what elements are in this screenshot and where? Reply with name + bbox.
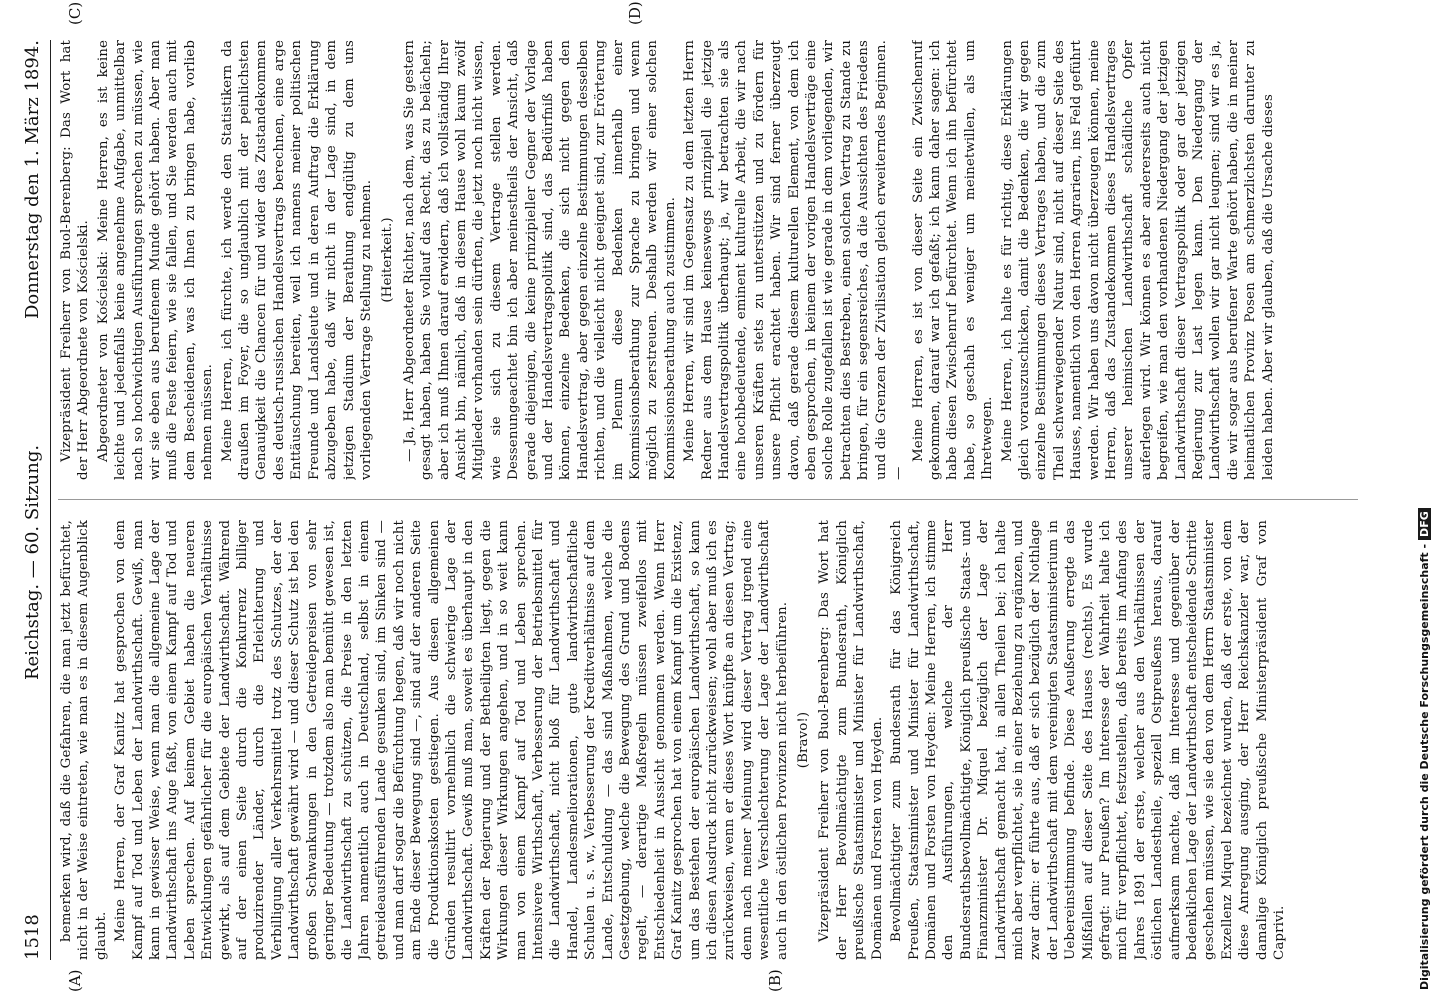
margin-marker-d: (D) <box>626 1 644 25</box>
credit-text: Digitalisierung gefördert durch die Deutsche Forschungsgemeinschaft - <box>1418 543 1431 990</box>
session-date: Donnerstag den 1. März 1894. <box>22 40 43 320</box>
paragraph: Meine Herren, es ist von dieser Seite ein Zwischenruf gekommen, darauf war ich gefaßt; ich kann daher sagen: ich habe diesen Zwischenruf befürchtet. Wenn ich ihn befürchtet habe, so geschah es weniger um meinetwillen, als um Ihretwegen. <box>910 40 996 480</box>
paragraph: bemerken wird, daß die Gefahren, die man jetzt befürchtet, nicht in der Weise eintreten, wie man es in diesem Augenblick glaubt. <box>59 520 109 960</box>
left-column <box>58 520 1378 960</box>
header-rule <box>50 40 51 960</box>
interjection: (Bravo!) <box>796 711 812 769</box>
margin-marker-b: (B) <box>766 969 784 992</box>
dfg-logo: DFG <box>1418 508 1431 540</box>
paragraph: Meine Herren, der Graf Kanitz hat gesprochen von dem Kampf auf Tod und Leben der Landwirthschaft. Gewiß, man kann in gewisser Weise, wenn man die allgemeine Lage der Landwirthschaft ins Auge faßt, von einem Kampf auf Tod und Leben sprechen. Auf keinem Gebiet haben die neueren Entwicklungen gefährlicher für die europäischen Verhältnisse gewirkt, als auf dem Gebiete der Landwirthschaft. Während auf der einen Seite durch die Konkurrenz billiger produzirender Länder, durch die Erleichterung und Verbilligung aller Verkehrsmittel trotz des Schutzes, der der Landwirthschaft gewährt wird — und dieser Schutz ist bei den großen Schwankungen in den Getreidepreisen von sehr geringer Bedeutung — trotzdem also man bemüht gewesen ist, die Landwirthschaft zu schützen, die Preise in den letzten Jahren namentlich auch in Deutschland, selbst in einem getreideausführenden Lande gesunken sind, im Sinken sind — und man darf sogar die Befürchtung hegen, daß wir noch nicht am Ende dieser Bewegung sind —, sind auf der anderen Seite die Produktionskosten gestiegen. Aus diesen allgemeinen Gründen resultirt vornehmlich die schwierige Lage der Landwirthschaft. Gewiß muß man, soweit es überhaupt in den Kräften der Regierung und der Betheiligten liegt, gegen die Wirkungen dieser Wirkungen angehen, und in so weit kann man von einem Kampf auf Tod und Leben sprechen. Intensivere Wirthschaft, Verbesserung der Betriebsmittel für die Landwirthschaft, nicht bloß für Landwirthschaft und Handel, Landesmeliorationen, gute landwirthschaftliche Schulen u. s. w., Verbesserung der Kreditverhältnisse auf dem Lande, Entschuldung — das sind Maßnahmen, welche die Gesetzgebung, welche die Bewegung des Grund und Bodens regelt, — derartige Maßregeln müssen zweifellos mit Entschiedenheit in Aussicht genommen werden. Wenn Herr Graf Kanitz gesprochen hat von einem Kampf um die Existenz, um das Bestehen der europäischen Landwirthschaft, so kann ich diesen Ausdruck nicht zurückweisen; wohl aber muß ich es zurückweisen, wenn er dieses Wort knüpfte an diesen Vertrag; denn nach meiner Meinung wird dieser Vertrag irgend eine wesentliche Verschlechterung der Lage der Landwirthschaft auch in den östlichen Provinzen nicht herbeiführen. <box>113 520 790 960</box>
paragraph: Meine Herren, ich halte es für richtig, diese Erklärungen gleich vorauszuschicken, damit die Bedenken, die wir gegen einzelne Bestimmungen dieses Vertrages haben, und die zum Theil schwerwiegender Natur sind, nicht auf dieser Seite des Hauses, namentlich von den Herren Agrariern, ins Feld geführt werden. Wir haben uns davon nicht überzeugen können, meine Herren, daß das Zustandekommen dieses Handelsvertrages unserer heimischen Landwirthschaft schädliche Opfer auferlegen wird. Wir können es aber andererseits auch nicht begreifen, wie man den vorhandenen Niedergang der jetzigen Landwirthschaft dieser Vertragspolitik oder gar der jetzigen Regierung zur Last legen kann. Den Niedergang der Landwirthschaft wollen wir gar nicht leugnen; sind wir es ja, die wir sogar aus berufener Warte gehört haben, die in meiner heimatlichen Provinz Posen am schmerzlichsten darunter zu leiden haben. Aber wir glauben, daß die Ursache dieses <box>999 40 1276 480</box>
paragraph: Vizepräsident Freiherr von Buol-Berenberg: Das Wort hat der Herr Abgeordnete von Kościelski. <box>59 40 92 480</box>
session-title: Reichstag. — 60. Sitzung. <box>22 444 43 680</box>
column-divider <box>58 499 1358 500</box>
margin-marker-a: (A) <box>66 969 84 992</box>
paragraph: Bevollmächtigter zum Bundesrath für das Königreich Preußen, Staatsminister und Minister für Landwirthschaft, Domänen und Forsten von Heyden: Meine Herren, ich stimme den Ausführungen, welche der Herr Bundesrathsbevollmächtigte, Königlich preußische Staats- und Finanzminister Dr. Miquel bezüglich der Lage der Landwirthschaft gemacht hat, in allen Theilen bei; ich halte mich aber verpflichtet, sie in einer Beziehung zu ergänzen, und zwar darin: er führte aus, daß er sich bezüglich der Nothlage der Landwirthschaft mit dem vereinigten Staatsministerium in Uebereinstimmung befinde. Diese Aeußerung erregte das Mißfallen auf dieser Seite des Hauses (rechts). Es wurde gefragt: nur Preußen? Im Interesse der Wahrheit halte ich mich für verpflichtet, festzustellen, daß bereits im Anfang des Jahres 1891 der erste, welcher aus den Verhältnissen der östlichen Landestheile, speziell Ostpreußens heraus, darauf aufmerksam machte, daß im Interesse und gegenüber der bedenklichen Lage der Landwirthschaft entscheidende Schritte geschehen müssen, wie sie den von dem Herrn Staatsminister Exzellenz Miquel bezeichnet wurden, daß der erste, von dem diese Anregung ausging, der Herr Reichskanzler war, der damalige Königlich preußische Ministerpräsident Graf von Caprivi. <box>889 520 1288 960</box>
interjection: (Heiterkeit.) <box>380 217 396 303</box>
margin-marker-c: (C) <box>66 1 84 25</box>
paragraph: Meine Herren, wir sind im Gegensatz zu dem letzten Herrn Redner aus dem Hause keineswegs prinzipiell die jetzige Handelsvertragspolitik überhaupt; ja, wir betrachten sie als eine hochbedeutende, eminent kulturelle Arbeit, die wir nach unseren Kräften stets zu unterstützen und zu fördern für unsere Pflicht erachtet haben. Wir sind ferner überzeugt davon, daß gerade diesem kulturellen Element, von dem ich eben gesprochen, in keinem der vorigen Handelsverträge eine solche Rolle zugefallen ist wie gerade in dem vorliegenden, wir betrachten dies Bestreben, einen solchen Vertrag zu Stande zu bringen, für ein segensreiches, da die Aussichten des Friedens und die Grenzen der Zivilisation gleich erweiterndes Beginnen. — <box>682 40 907 480</box>
right-column <box>58 40 1378 480</box>
paragraph: Abgeordneter von Kościelski: Meine Herren, es ist keine leichte und jedenfalls keine angenehme Aufgabe, unmittelbar nach so hochwichtigen Ausführungen sprechen zu müssen, wie wir sie eben aus berufenem Munde gehört haben. Aber man muß die Feste feiern, wie sie fallen, und Sie werden auch mit dem Bescheidenen, was ich Ihnen zu bringen habe, vorlieb nehmen müssen. <box>95 40 216 480</box>
rotated-document <box>6 0 1386 1000</box>
paragraph: Meine Herren, ich fürchte, ich werde den Statistikern da draußen im Foyer, die so unglaublich mit der peinlichsten Genauigkeit die Chancen für und wider das Zustandekommen des deutsch-russischen Handelsvertrags berechnen, eine arge Enttäuschung bereiten, weil ich namens meiner politischen Freunde und Landsleute und in deren Auftrag die Erklärung abzugeben habe, daß wir nicht in der Lage sind, in dem jetzigen Stadium der Berathung endgültig zu dem uns vorliegenden Vertrage Stellung zu nehmen. <box>219 40 374 480</box>
digitization-credit <box>1418 10 1431 990</box>
paragraph: Vizepräsident Freiherr von Buol-Berenberg: Das Wort hat der Herr Bevollmächtigte zum Bundesrath, Königlich preußische Staatsminister und Minister für Landwirthschaft, Domänen und Forsten von Heyden. <box>817 520 885 960</box>
page-number: 1518 <box>22 914 43 960</box>
paragraph: — Ja, Herr Abgeordneter Richter, nach dem, was Sie gestern gesagt haben, haben Sie vollauf das Recht, das zu belächeln; aber ich muß Ihnen darauf erwidern, daß ich vollständig Ihrer Ansicht bin, nämlich, daß in diesem Hause wohl kaum zwölf Mitglieder vorhanden sein dürften, die jetzt noch nicht wissen, wie sie sich zu diesem Vertrage stellen werden. Dessenungeachtet bin ich aber meinestheils der Ansicht, daß gerade diejenigen, die keine prinzipieller Gegner der Vorlage und der Handelsvertragspolitik sind, das Bedürfniß haben können, einzelne Bedenken, die sich nicht gegen den Handelsvertrag, aber gegen einzelne Bestimmungen desselben richten, und die vielleicht nicht geeignet sind, zur Erörterung im Plenum diese Bedenken innerhalb einer Kommissionsberathung zur Sprache zu bringen und wenn möglich zu zerstreuen. Deshalb werden wir einer solchen Kommissionsberathung auch zustimmen. <box>401 40 678 480</box>
